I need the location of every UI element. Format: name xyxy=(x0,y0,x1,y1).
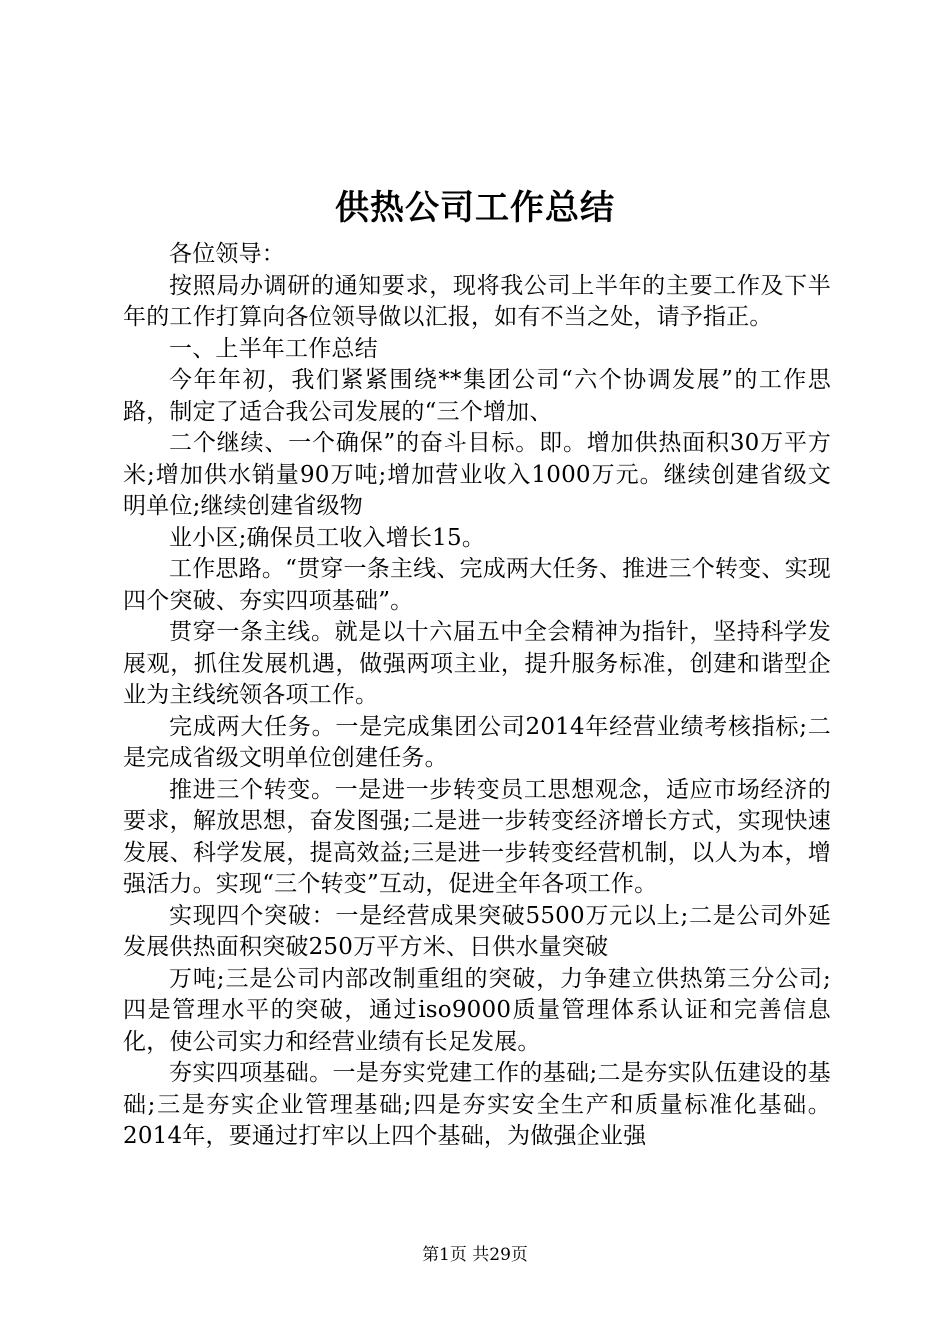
page-footer: 第1页 共29页 xyxy=(422,1245,528,1265)
paragraph-salutation: 各位领导： xyxy=(169,241,285,267)
paragraph: 二个继续、一个确保”的奋斗目标。即。增加供热面积30万平方米;增加供水销量90万吨;增加营业收入1000万元。继续创建省级文明单位;继续创建省级物 xyxy=(123,430,831,519)
paragraph: 推进三个转变。一是进一步转变员工思想观念，适应市场经济的要求，解放思想，奋发图强;二是进一步转变经济增长方式，实现快速发展、科学发展，提高效益;三是进一步转变经营机制，以人为本，增强活力。实现“三个转变”互动，促进全年各项工作。 xyxy=(123,776,831,897)
paragraph: 业小区;确保员工收入增长15。 xyxy=(169,524,486,551)
paragraph: 夯实四项基础。一是夯实党建工作的基础;二是夯实队伍建设的基础;三是夯实企业管理基础;四是夯实安全生产和质量标准化基础。2014年，要通过打牢以上四个基础，为做强企业强 xyxy=(123,1060,831,1149)
paragraph-intro: 按照局办调研的通知要求，现将我公司上半年的主要工作及下半年的工作打算向各位领导做以汇报，如有不当之处，请予指正。 xyxy=(123,272,831,330)
document-title: 供热公司工作总结 xyxy=(335,188,615,228)
section-heading: 一、上半年工作总结 xyxy=(169,335,378,362)
paragraph: 万吨;三是公司内部改制重组的突破，力争建立供热第三分公司;四是管理水平的突破，通过iso9000质量管理体系认证和完善信息化，使公司实力和经营业绩有长足发展。 xyxy=(123,965,831,1055)
paragraph: 实现四个突破：一是经营成果突破5500万元以上;二是公司外延发展供热面积突破250万平方米、日供水量突破 xyxy=(123,902,831,960)
document-body xyxy=(123,239,831,1153)
paragraph: 完成两大任务。一是完成集团公司2014年经营业绩考核指标;二是完成省级文明单位创建任务。 xyxy=(123,713,831,771)
paragraph: 贯穿一条主线。就是以十六届五中全会精神为指针，坚持科学发展观，抓住发展机遇，做强两项主业，提升服务标准，创建和谐型企业为主线统领各项工作。 xyxy=(123,619,831,708)
paragraph: 工作思路。“贯穿一条主线、完成两大任务、推进三个转变、实现四个突破、夯实四项基础”。 xyxy=(123,556,831,614)
paragraph: 今年年初，我们紧紧围绕**集团公司“六个协调发展”的工作思路，制定了适合我公司发展的“三个增加、 xyxy=(123,367,831,425)
